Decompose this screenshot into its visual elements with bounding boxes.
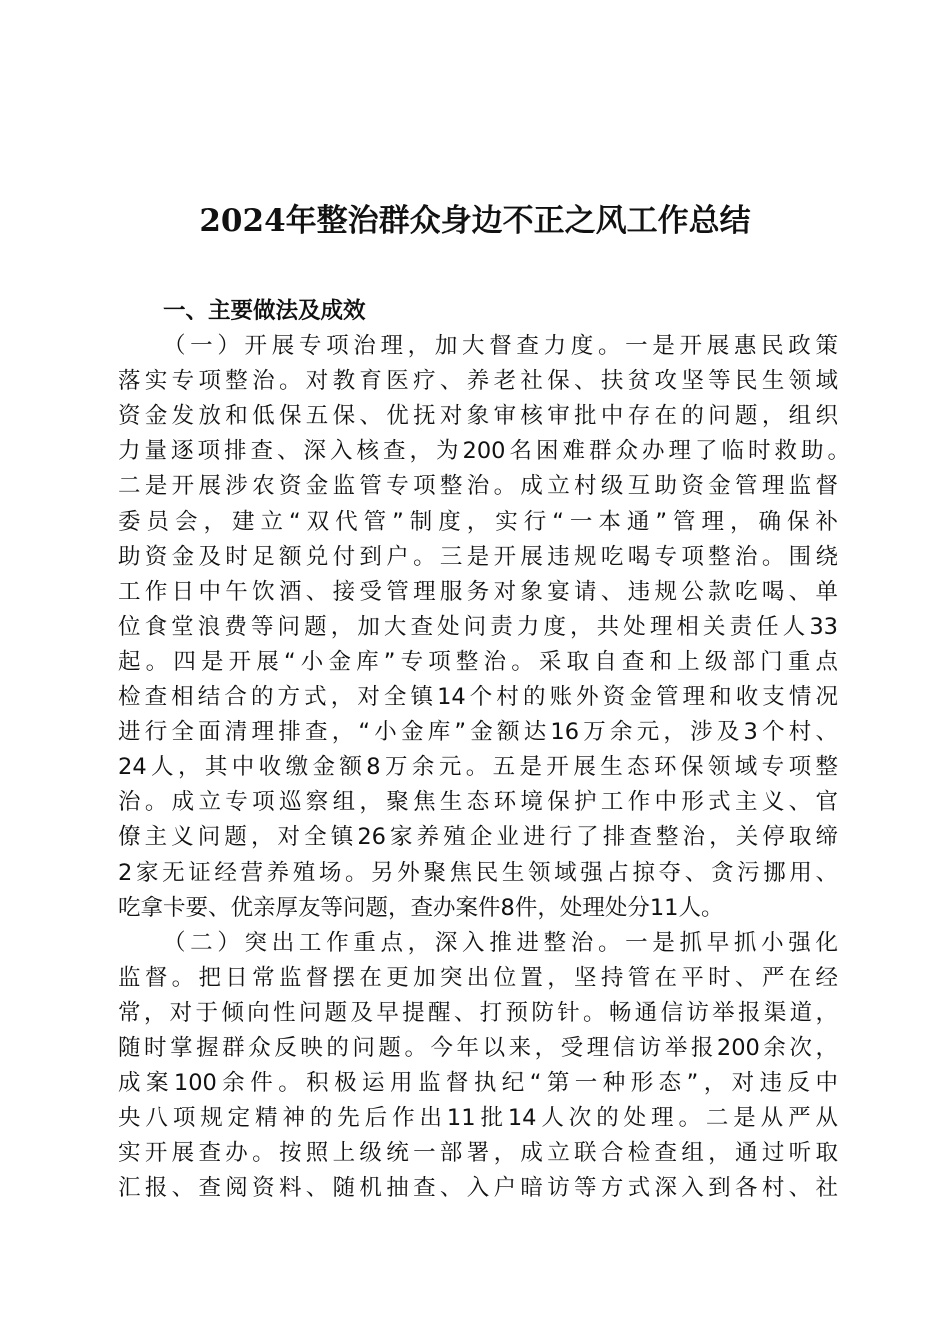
paragraph-line: 资金发放和低保五保、优抚对象审核审批中存在的问题，组织 <box>118 403 838 430</box>
paragraph-line: 随时掌握群众反映的问题。今年以来，受理信访举报200余次， <box>118 1034 838 1061</box>
section-heading: 一、主要做法及成效 <box>163 298 366 324</box>
paragraph-line: 落实专项整治。对教育医疗、养老社保、扶贫攻坚等民生领域 <box>118 368 838 395</box>
paragraph-line: 汇报、查阅资料、随机抽查、入户暗访等方式深入到各村、社 <box>118 1175 838 1202</box>
paragraph-line: 委员会，建立“双代管”制度，实行“一本通”管理，确保补 <box>118 508 838 535</box>
paragraph-line: 24人，其中收缴金额8万余元。五是开展生态环保领域专项整 <box>118 754 838 781</box>
paragraph-line: 吃拿卡要、优亲厚友等问题，查办案件8件，处理处分11人。 <box>118 894 724 921</box>
paragraph-line: 治。成立专项巡察组，聚焦生态环境保护工作中形式主义、官 <box>118 789 838 816</box>
paragraph-line: 实开展查办。按照上级统一部署，成立联合检查组，通过听取 <box>118 1140 838 1167</box>
paragraph-line: 常，对于倾向性问题及早提醒、打预防针。畅通信访举报渠道， <box>118 999 838 1026</box>
paragraph-line: 成案100余件。积极运用监督执纪“第一种形态”，对违反中 <box>118 1070 838 1097</box>
paragraph-line: （二）突出工作重点，深入推进整治。一是抓早抓小强化 <box>163 929 838 956</box>
paragraph-line: （一）开展专项治理，加大督查力度。一是开展惠民政策 <box>163 333 838 360</box>
paragraph-line: 助资金及时足额兑付到户。三是开展违规吃喝专项整治。围绕 <box>118 543 838 570</box>
paragraph-line: 力量逐项排查、深入核查，为200名困难群众办理了临时救助。 <box>118 438 850 465</box>
paragraph-line: 二是开展涉农资金监管专项整治。成立村级互助资金管理监督 <box>118 473 838 500</box>
paragraph-line: 起。四是开展“小金库”专项整治。采取自查和上级部门重点 <box>118 648 838 675</box>
paragraph-line: 2家无证经营养殖场。另外聚焦民生领域强占掠夺、贪污挪用、 <box>118 859 838 886</box>
paragraph-line: 检查相结合的方式，对全镇14个村的账外资金管理和收支情况 <box>118 684 838 711</box>
paragraph-line: 央八项规定精神的先后作出11批14人次的处理。二是从严从 <box>118 1105 838 1132</box>
paragraph-line: 监督。把日常监督摆在更加突出位置，坚持管在平时、严在经 <box>118 964 838 991</box>
paragraph-line: 僚主义问题，对全镇26家养殖企业进行了排查整治，关停取缔 <box>118 824 838 851</box>
document-title: 2024年整治群众身边不正之风工作总结 <box>199 203 751 239</box>
paragraph-line: 位食堂浪费等问题，加大查处问责力度，共处理相关责任人33 <box>118 613 838 640</box>
paragraph-line: 进行全面清理排查，“小金库”金额达16万余元，涉及3个村、 <box>118 719 838 746</box>
paragraph-line: 工作日中午饮酒、接受管理服务对象宴请、违规公款吃喝、单 <box>118 578 838 605</box>
document-body <box>118 294 850 1206</box>
